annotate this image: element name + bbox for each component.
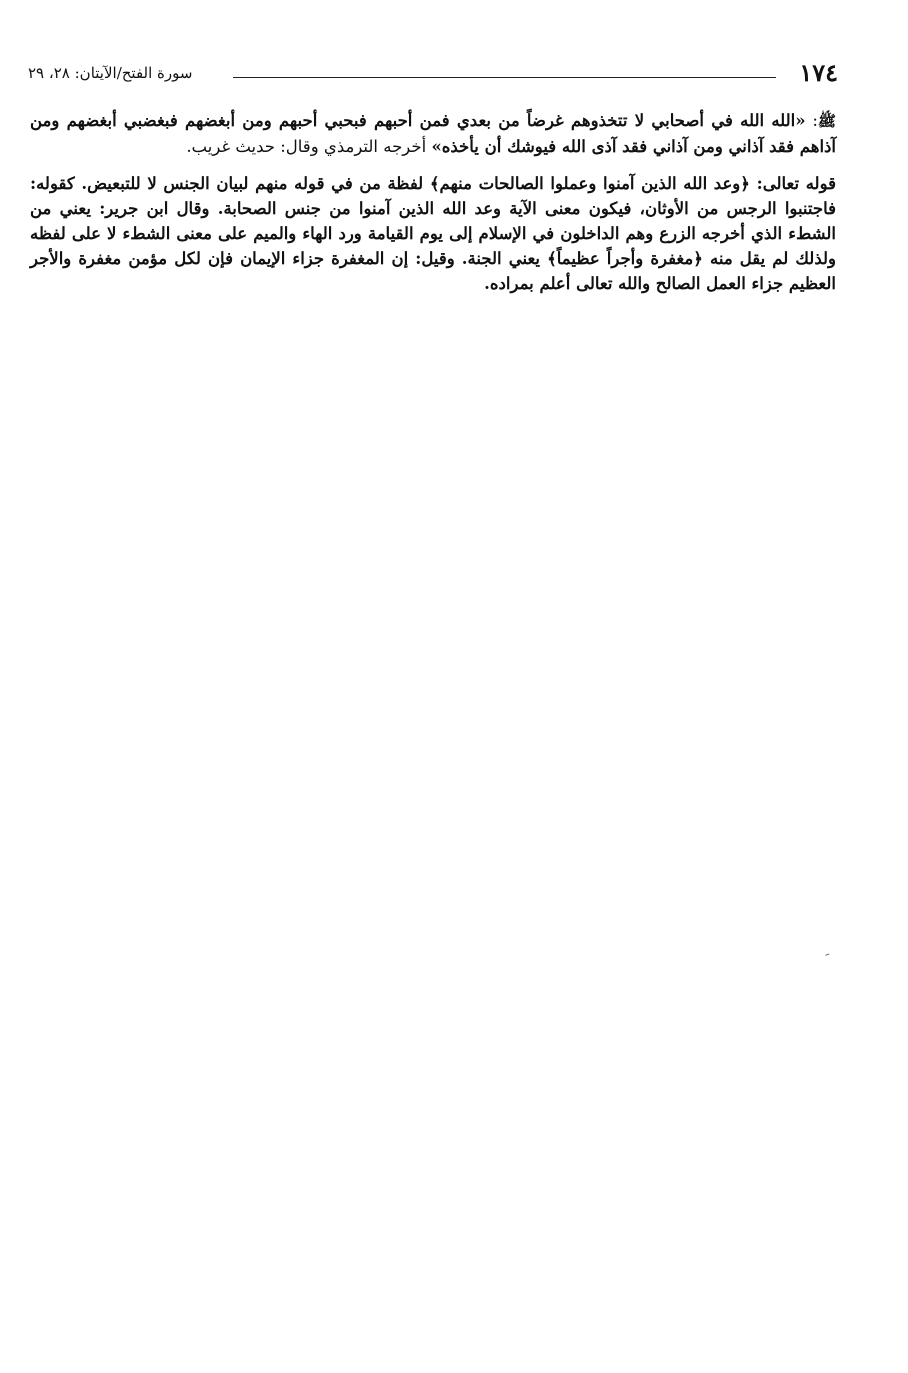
hadith-text: «الله الله في أصحابي لا تتخذوهم غرضاً من بعدي فمن أحبهم فبحبي أحبهم ومن أبغضهم فبغضبي أبغضهم ومن آذاهم فقد آذاني ومن آذاني فقد آذى الله فيوشك أن يأخذه»	[30, 111, 836, 156]
scan-mark	[825, 953, 830, 959]
colon: :	[805, 111, 818, 130]
quran-verse-1: ﴿وعد الله الذين آمنوا وعملوا الصالحات منهم﴾	[429, 174, 750, 193]
quran-verse-2: ﴿مغفرة وأجراً عظيماً﴾	[547, 249, 703, 268]
running-title: سورة الفتح/الآيتان: ٢٨، ٢٩	[28, 64, 193, 82]
hadith-source: أخرجه الترمذي وقال: حديث غريب.	[186, 137, 432, 156]
commentary-intro: قوله تعالى:	[749, 174, 836, 193]
header-rule	[233, 77, 776, 78]
page-header	[28, 58, 838, 88]
hadith-paragraph	[30, 108, 836, 159]
page-number: ١٧٤	[799, 58, 838, 87]
commentary-paragraph	[30, 171, 836, 296]
honorific-symbol: ﷺ	[817, 112, 837, 130]
commentary-text-1: لفظة من في قوله منهم لبيان الجنس لا للتبعيض. كقوله: فاجتنبوا الرجس من الأوثان، فيكون معنى الآية وعد الله الذين آمنوا من جنس الصحابة. وقال ابن جرير: يعني من الشطء الذي أخرجه الزرع وهم الداخلون في الإسلام إلى يوم القيامة ورد الهاء والميم على معنى الشطء لا على لفظه ولذلك لم يقل منه	[30, 174, 836, 268]
commentary-text-2: يعني الجنة. وقيل: إن المغفرة جزاء الإيمان فإن لكل مؤمن مغفرة والأجر العظيم جزاء العمل الصالح والله تعالى أعلم بمراده.	[30, 249, 836, 293]
page-body	[30, 108, 836, 308]
